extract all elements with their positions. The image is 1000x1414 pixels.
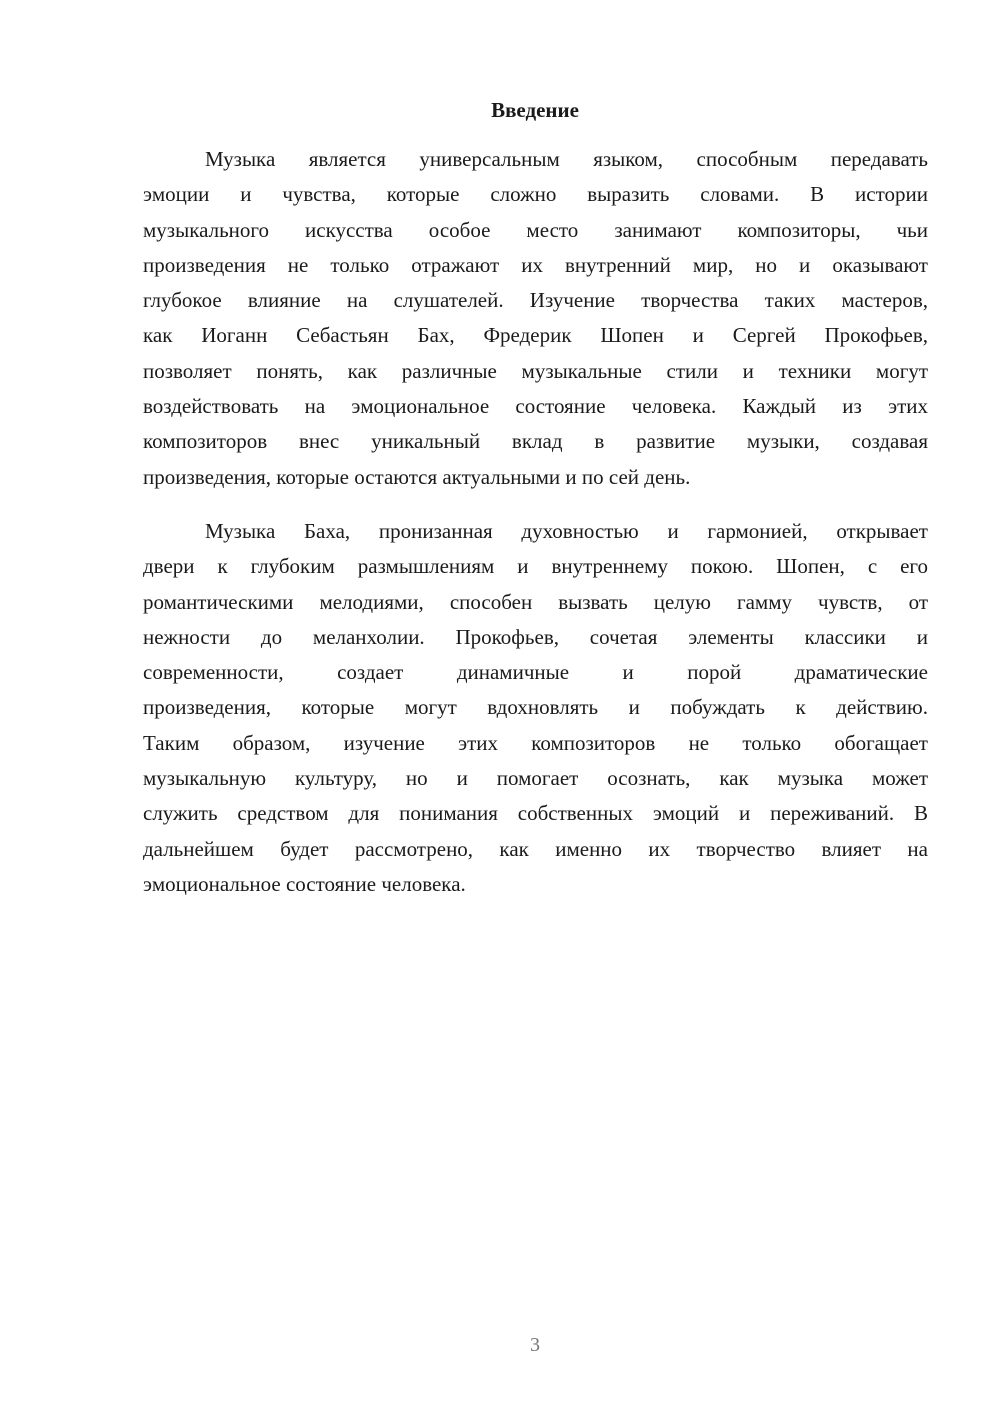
paragraph-2 (143, 514, 928, 902)
text-line: Таким образом, изучение этих композиторов не только обогащает (143, 730, 928, 755)
text-line: композиторов внес уникальный вклад в развитие музыки, создавая (143, 429, 928, 454)
section-heading: Введение (491, 98, 579, 122)
text-line: эмоции и чувства, которые сложно выразить словами. В истории (143, 182, 928, 207)
text-line: служить средством для понимания собственных эмоций и переживаний. В (143, 801, 928, 826)
text-line: Музыка Баха, пронизанная духовностью и гармонией, открывает (205, 519, 928, 543)
text-line: эмоциональное состояние человека. (143, 871, 466, 896)
text-line: музыкального искусства особое место занимают композиторы, чьи (143, 217, 928, 242)
text-line: произведения не только отражают их внутренний мир, но и оказывают (143, 252, 928, 277)
text-line: двери к глубоким размышлениям и внутреннему покою. Шопен, с его (143, 554, 928, 579)
page-number: 3 (530, 1334, 540, 1356)
text-line: воздействовать на эмоциональное состояние человека. Каждый из этих (143, 394, 928, 419)
text-line: как Иоганн Себастьян Бах, Фредерик Шопен и Сергей Прокофьев, (143, 323, 928, 348)
text-line: позволяет понять, как различные музыкальные стили и техники могут (143, 358, 928, 383)
text-line: Музыка является универсальным языком, способным передавать (205, 147, 928, 171)
text-line: произведения, которые остаются актуальными и по сей день. (143, 464, 691, 489)
text-line: дальнейшем будет рассмотрено, как именно их творчество влияет на (143, 836, 928, 861)
text-line: современности, создает динамичные и порой драматические (143, 660, 928, 685)
paragraph-1 (143, 142, 928, 495)
text-line: произведения, которые могут вдохновлять и побуждать к действию. (143, 695, 928, 720)
text-line: музыкальную культуру, но и помогает осознать, как музыка может (143, 766, 928, 791)
text-line: глубокое влияние на слушателей. Изучение творчества таких мастеров, (143, 288, 928, 313)
text-line: нежности до меланхолии. Прокофьев, сочетая элементы классики и (143, 624, 928, 649)
text-line: романтическими мелодиями, способен вызвать целую гамму чувств, от (143, 589, 928, 614)
